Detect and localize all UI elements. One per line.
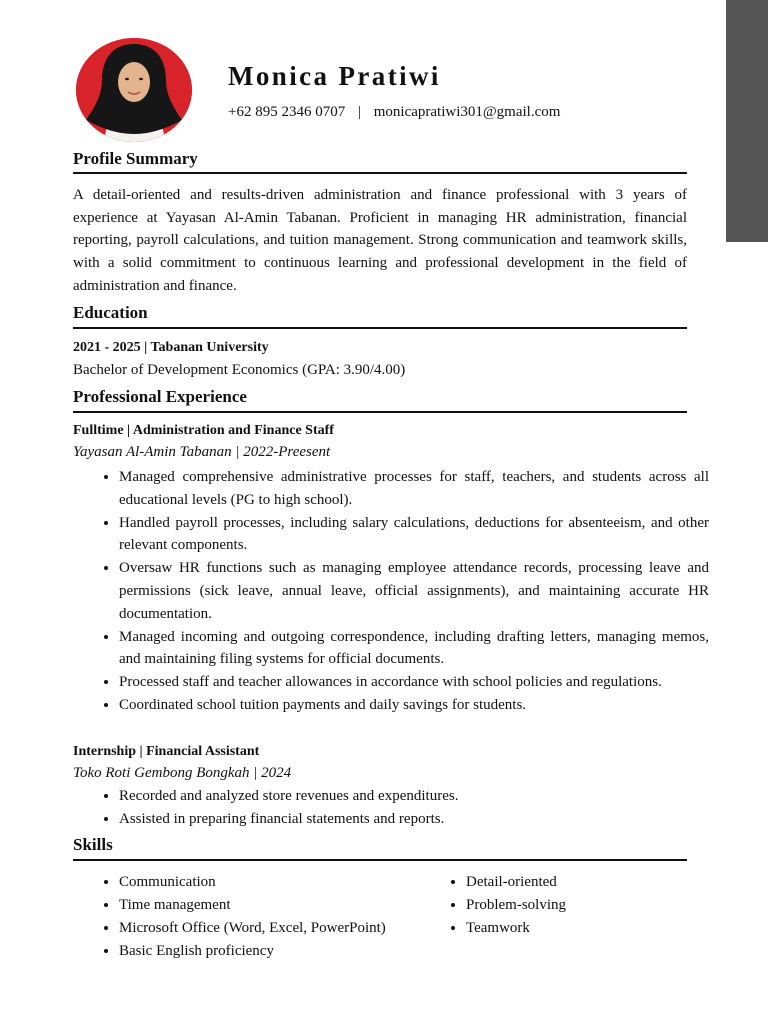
list-item: • Oversaw HR functions such as managing employee attendance records, processing leave and permissions (sick leave, annual leave, official assignments), and maintaining accurate HR documentation.	[119, 557, 709, 625]
phone-number: +62 895 2346 0707	[228, 104, 346, 120]
experience-heading: Professional Experience	[73, 387, 247, 406]
skills-list-right	[448, 871, 566, 940]
contact-separator: |	[357, 104, 361, 120]
education-degree: Bachelor of Development Economics (GPA: 3.90/4.00)	[73, 362, 406, 378]
job-organization: Toko Roti Gembong Bongkah | 2024	[73, 765, 292, 781]
job-responsibilities	[101, 785, 709, 831]
list-item: • Coordinated school tuition payments and daily savings for students.	[119, 694, 709, 717]
job-title: Internship | Financial Assistant	[73, 744, 260, 759]
profile-photo	[76, 38, 192, 142]
contact-line	[228, 102, 560, 122]
section-divider	[73, 172, 687, 174]
skill-item: • Teamwork	[466, 917, 566, 940]
section-divider	[73, 411, 687, 413]
section-divider	[73, 859, 687, 861]
job-responsibilities	[101, 466, 709, 717]
email-address: monicapratiwi301@gmail.com	[373, 104, 561, 120]
list-item: • Handled payroll processes, including salary calculations, deductions for absenteeism, and other relevant components.	[119, 512, 709, 558]
section-divider	[73, 327, 687, 329]
job-organization: Yayasan Al-Amin Tabanan | 2022-Preesent	[73, 444, 331, 460]
list-item: • Recorded and analyzed store revenues and expenditures.	[119, 785, 709, 808]
profile-summary-heading: Profile Summary	[73, 149, 198, 168]
list-item: • Managed comprehensive administrative processes for staff, teachers, and students across all educational levels (PG to high school).	[119, 466, 709, 512]
skill-item: • Time management	[119, 894, 386, 917]
skill-item: • Communication	[119, 871, 386, 894]
skill-item: • Problem-solving	[466, 894, 566, 917]
education-period-school: 2021 - 2025 | Tabanan University	[73, 340, 269, 355]
profile-summary-text: A detail-oriented and results-driven administration and finance professional with 3 years of experience at Yayasan Al-Amin Tabanan. Proficient in managing HR administration, financial reporting, payroll calculations, and tuition management. Strong communication and teamwork skills, with a solid commitment to continuous learning and professional development in the field of administration and finance.	[73, 187, 687, 294]
skill-item: • Detail-oriented	[466, 871, 566, 894]
job-title: Fulltime | Administration and Finance Staff	[73, 423, 334, 438]
skills-heading: Skills	[73, 835, 113, 854]
list-item: • Assisted in preparing financial statements and reports.	[119, 808, 709, 831]
scrollbar-thumb[interactable]	[726, 0, 768, 242]
candidate-name: Monica Pratiwi	[228, 61, 441, 91]
skills-list-left	[101, 871, 386, 963]
education-heading: Education	[73, 303, 148, 322]
skill-item: • Microsoft Office (Word, Excel, PowerPoint)	[119, 917, 386, 940]
skill-item: • Basic English proficiency	[119, 940, 386, 963]
list-item: • Processed staff and teacher allowances in accordance with school policies and regulations.	[119, 671, 709, 694]
list-item: • Managed incoming and outgoing correspondence, including drafting letters, managing memos, and maintaining filing systems for official documents.	[119, 626, 709, 672]
